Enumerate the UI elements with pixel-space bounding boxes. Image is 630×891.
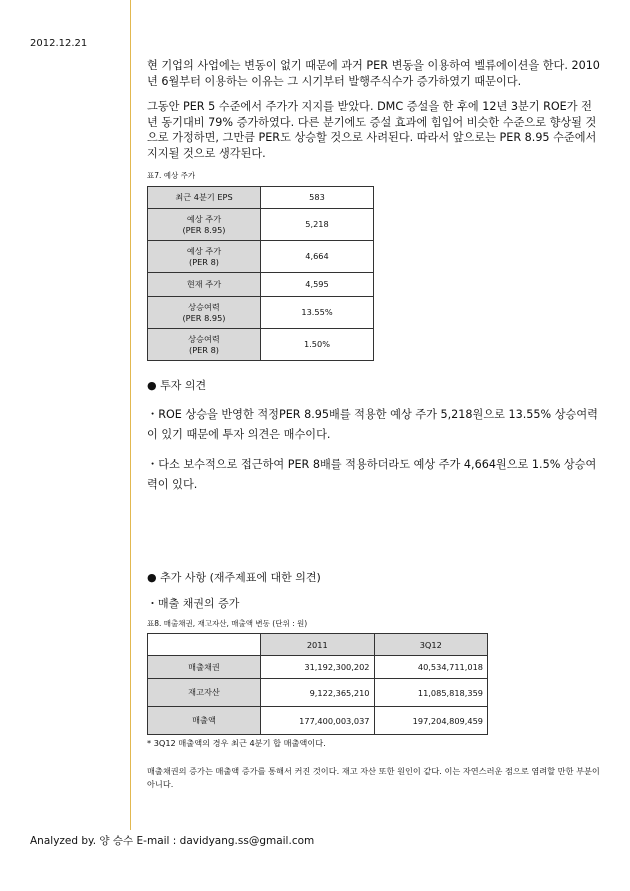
cell-3q12: 40,534,711,018	[374, 656, 488, 679]
row-value: 1.50%	[261, 329, 374, 361]
paragraph-per-support: 그동안 PER 5 수준에서 주가가 지지를 받았다. DMC 증설을 한 후에 12년 3분기 ROE가 전년 동기대비 79% 증가하였다. 다른 분기에도 증설 효과에 힘입어 비슷한 수준으로 향상될 것으로 가정하면, 그만큼 PER도 상승할 것으로 사려된다. 따라서 앞으로는 PER 8.95 수준에서 지지될 것으로 생각된다.	[147, 100, 597, 160]
cell-2011: 177,400,003,037	[261, 707, 375, 735]
table-row	[148, 707, 488, 735]
table-row	[148, 209, 374, 241]
table-row	[148, 679, 488, 707]
table-row	[148, 273, 374, 297]
table-row	[148, 297, 374, 329]
row-label: 매출채권	[148, 656, 261, 679]
cell-2011: 9,122,365,210	[261, 679, 375, 707]
cell-2011: 31,192,300,202	[261, 656, 375, 679]
header-3q12: 3Q12	[374, 634, 488, 656]
row-label: 상승여력 (PER 8)	[148, 329, 261, 361]
footer-credit: Analyzed by. 양 승수 E-mail : davidyang.ss@gmail.com	[30, 835, 315, 847]
table-header-row	[148, 634, 488, 656]
row-label: 예상 주가 (PER 8.95)	[148, 209, 261, 241]
table7-caption: 표7. 예상 주가	[147, 171, 196, 180]
table-row	[148, 656, 488, 679]
row-value: 5,218	[261, 209, 374, 241]
table-row	[148, 329, 374, 361]
additional-subtitle: ・매출 채권의 증가	[147, 597, 240, 610]
cell-3q12: 11,085,818,359	[374, 679, 488, 707]
closing-paragraph: 매출채권의 증가는 매출액 증가를 통해서 커진 것이다. 재고 자산 또한 원인이 같다. 이는 자연스러운 점으로 염려할 만한 부분이 아니다.	[147, 766, 600, 789]
table-row	[148, 241, 374, 273]
opinion-bullet-1: ・ROE 상승을 반영한 적정PER 8.95배를 적용한 예상 주가 5,218원으로 13.55% 상승여력이 있기 때문에 투자 의견은 매수이다.	[147, 408, 598, 441]
expected-price-table	[147, 186, 374, 361]
report-date: 2012.12.21	[30, 38, 88, 49]
header-2011: 2011	[261, 634, 375, 656]
row-label: 상승여력 (PER 8.95)	[148, 297, 261, 329]
cell-3q12: 197,204,809,459	[374, 707, 488, 735]
opinion-bullet-2: ・다소 보수적으로 접근하여 PER 8배를 적용하더라도 예상 주가 4,664원으로 1.5% 상승여력이 있다.	[147, 458, 597, 491]
paragraph-valuation-method: 현 기업의 사업에는 변동이 없기 때문에 과거 PER 변동을 이용하여 벨류에이션을 한다. 2010년 6월부터 이용하는 이유는 그 시기부터 발행주식수가 증가하였기 때문이다.	[147, 59, 600, 88]
row-value: 4,595	[261, 273, 374, 297]
row-value: 4,664	[261, 241, 374, 273]
row-value: 583	[261, 187, 374, 209]
receivables-table	[147, 633, 488, 735]
row-label: 현재 주가	[148, 273, 261, 297]
margin-rule	[130, 0, 131, 830]
row-label: 예상 주가 (PER 8)	[148, 241, 261, 273]
row-label: 매출액	[148, 707, 261, 735]
header-corner	[148, 634, 261, 656]
table8-note: * 3Q12 매출액의 경우 최근 4분기 합 매출액이다.	[147, 738, 326, 748]
row-label: 최근 4분기 EPS	[148, 187, 261, 209]
table8-caption: 표8. 매출채권, 재고자산, 매출액 변동 (단위 : 원)	[147, 619, 308, 628]
main-content	[147, 58, 602, 799]
row-label: 재고자산	[148, 679, 261, 707]
row-value: 13.55%	[261, 297, 374, 329]
additional-heading: ● 추가 사항 (재주제표에 대한 의견)	[147, 571, 321, 584]
opinion-heading: ● 투자 의견	[147, 379, 207, 392]
table-row	[148, 187, 374, 209]
